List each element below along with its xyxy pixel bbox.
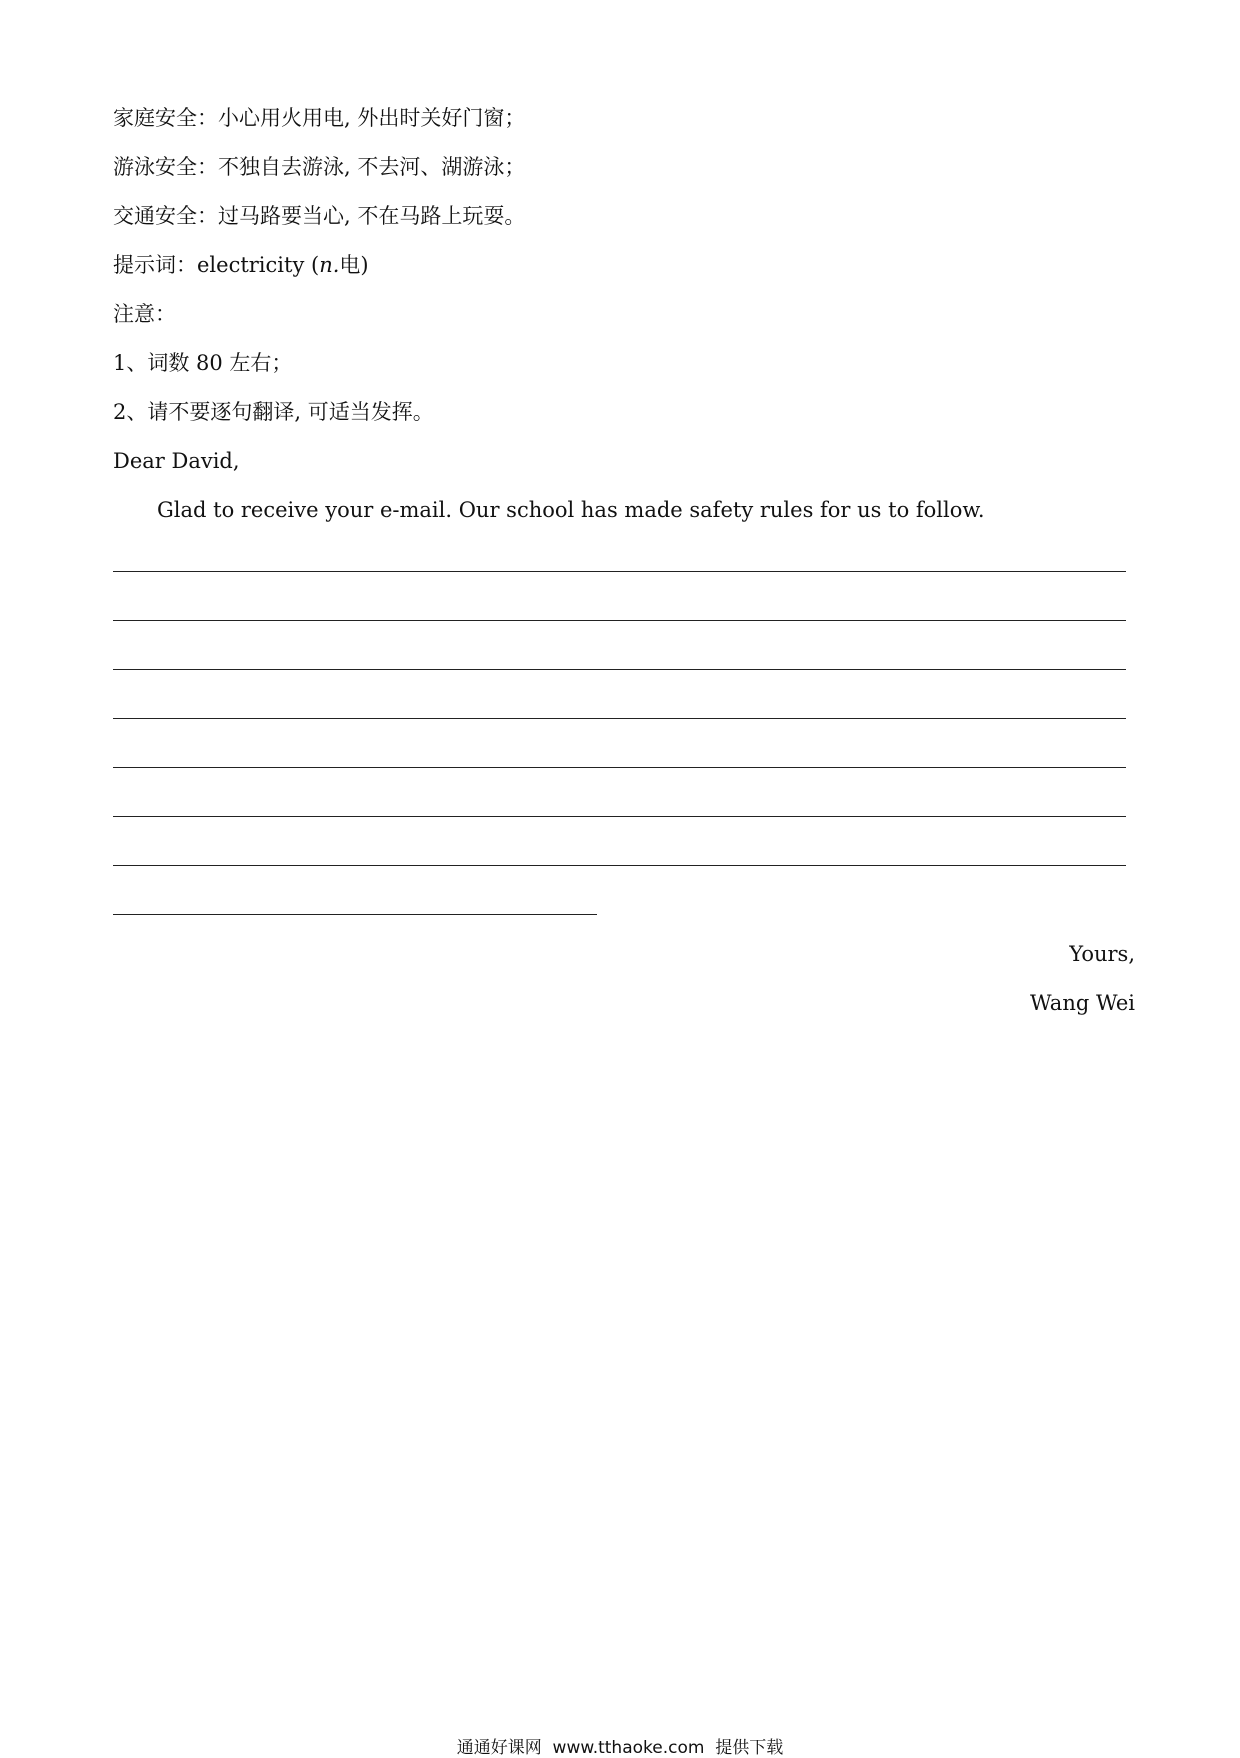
writing-line [113,571,1126,572]
rule-home-safety: 家庭安全：小心用火用电, 外出时关好门窗； [113,106,526,130]
letter-closing: Yours, [1069,942,1135,966]
writing-line [113,669,1126,670]
hint-part-of-speech: n. [319,253,340,277]
writing-line [113,767,1126,768]
notes-heading: 注意： [113,302,176,326]
footer-watermark: 通通好课网 www.tthaoke.com 提供下载 [456,1738,784,1758]
hint-word [113,251,369,279]
letter-opening: Glad to receive your e-mail. Our school has made safety rules for us to follow. [157,498,985,522]
letter-signature: Wang Wei [1030,991,1135,1015]
rule-swim-safety: 游泳安全：不独自去游泳, 不去河、湖游泳； [113,155,526,179]
rule-traffic-safety: 交通安全：过马路要当心, 不在马路上玩耍。 [113,204,526,228]
writing-line [113,865,1126,866]
writing-line [113,718,1126,719]
hint-suffix: 电) [339,253,369,277]
note-item-1: 1、词数 80 左右； [113,351,293,375]
writing-line [113,816,1126,817]
hint-prefix: 提示词：electricity ( [113,253,320,277]
letter-salutation: Dear David, [113,449,240,473]
writing-line-short [113,914,597,915]
note-item-2: 2、请不要逐句翻译, 可适当发挥。 [113,400,434,424]
writing-line [113,620,1126,621]
